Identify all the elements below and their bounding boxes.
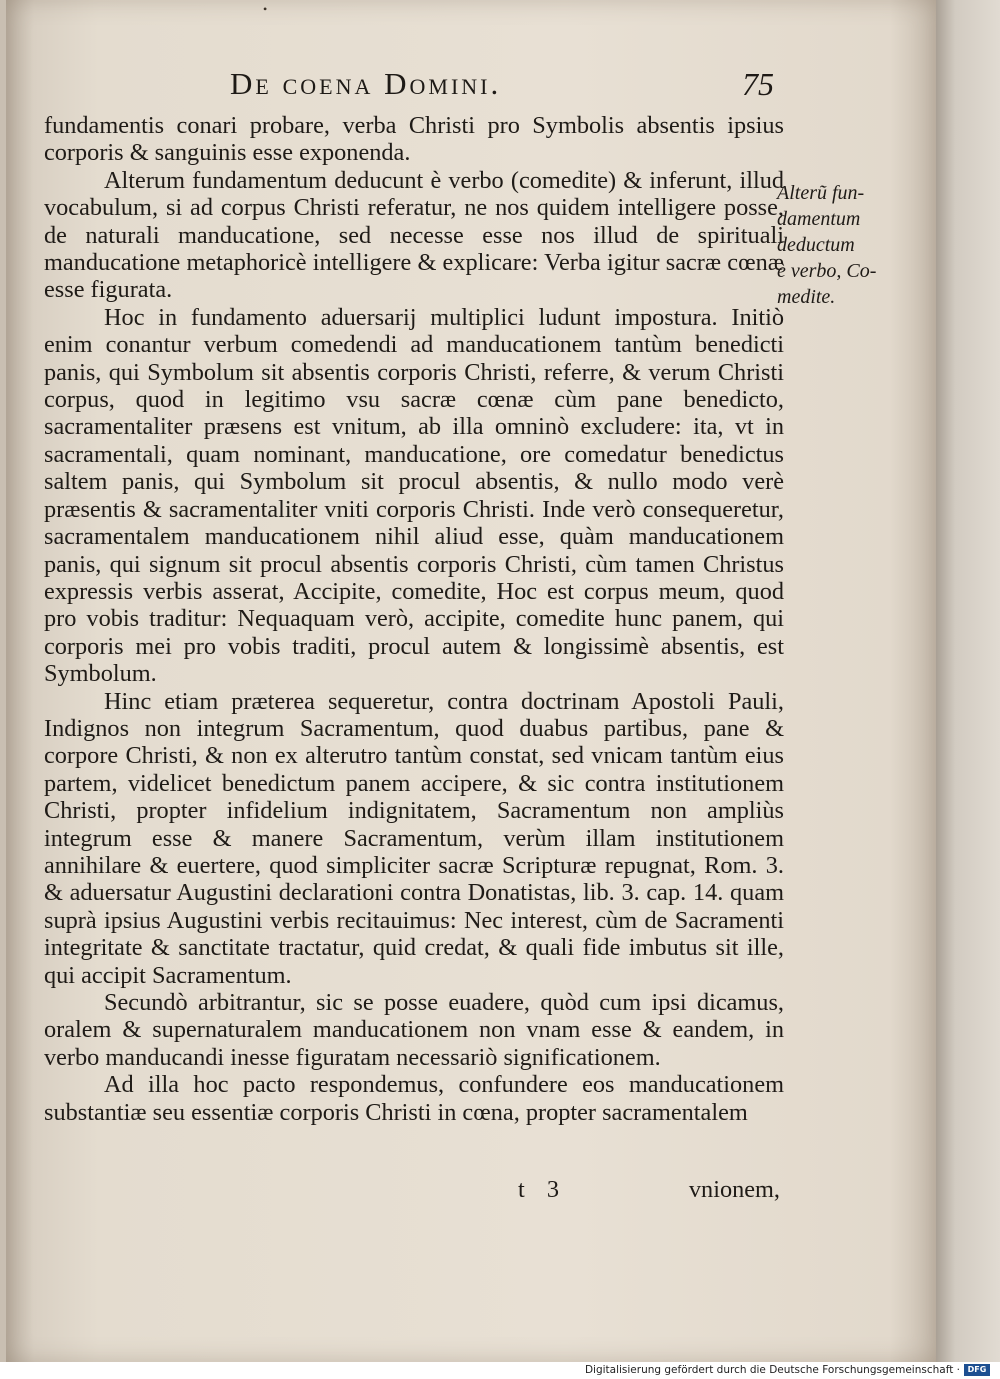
footer bbox=[0, 1362, 1000, 1379]
page-edge bbox=[936, 0, 1000, 1362]
paragraph: fundamentis conari probare, verba Christi pro Symbolis absentis ipsius corporis & sanguinis esse exponenda. bbox=[44, 112, 784, 167]
paragraph: Hinc etiam præterea sequeretur, contra doctrinam Apostoli Pauli, Indignos non integrum Sacramentum, quod duabus partibus, pane & corpore Christi, & non ex alterutro tantùm constat, sed vnicam tantùm eius partem, videlicet benedictum panem accipere, & sic contra institutionem Christi, propter infidelium indignitatem, Sacramentum non ampliùs integrum esse & manere Sacramentum, verùm illam institutionem annihilare & euertere, quod simpliciter sacræ Scripturæ repugnat, Rom. 3. & aduersatur Augustini declarationi contra Donatistas, lib. 3. cap. 14. quam suprà ipsius Augustini verbis recitauimus: Nec interest, cùm de Sacramenti integritate & sanctitate tractatur, quid credat, & quali fide imbutus sit ille, qui accipit Sacramentum. bbox=[44, 687, 784, 989]
catchline bbox=[44, 1176, 784, 1206]
marginal-note-line: medite. bbox=[777, 286, 836, 308]
marginal-note-line: damentum bbox=[777, 208, 861, 230]
signature-mark: t 3 bbox=[518, 1176, 567, 1203]
page-number: 75 bbox=[742, 66, 774, 102]
paragraph: Alterum fundamentum deducunt è verbo (comedite) & inferunt, illud vocabulum, si ad corpus Christi referatur, ne nos quidem intelligere posse, de naturali manducatione, sed necesse esse nos illud de spirituali manducatione metaphoricè intelligere & explicare: Verba igitur sacræ cœnæ esse figurata. bbox=[44, 166, 784, 304]
dfg-logo: DFG bbox=[964, 1364, 990, 1376]
paragraph: Hoc in fundamento aduersarij multiplici ludunt impostura. Initiò enim conantur verbum comedendi ad manducationem tantùm benedicti panis, qui Symbolum sit absentis corporis Christi, referre, & verum Christi corpus, quod in legitimo vsu sacræ cœnæ cùm pane benedicto, sacramentaliter præsens est vnitum, ab illa omninò excludere: ita, vt in sacramentali, quam nominant, manducatione, ore comedatur benedictus saltem panis, qui Symbolum sit procul absentis, & nullo modo verè præsentis & sacramentaliter vniti corporis Christi. Inde verò consequeretur, sacramentalem manducationem nihil aliud esse, quàm manducationem panis, qui signum sit procul absentis corporis Christi, cùm tamen Christus expressis verbis asserat, Accipite, comedite, Hoc est corpus meum, quod pro vobis traditur: Nequaquam verò, accipite, comedite hunc panem, qui corporis mei pro vobis traditi, procul autem & longissimè absentis, est Symbolum. bbox=[44, 303, 784, 688]
paragraph: Secundò arbitrantur, sic se posse euadere, quòd cum ipsi dicamus, oralem & supernaturalem manducationem non vnam esse & eandem, in verbo manducandi inesse figuratam necessariò significationem. bbox=[44, 989, 784, 1071]
marginal-note-line: è verbo, Co- bbox=[777, 260, 877, 282]
marginal-note-line: deductum bbox=[777, 234, 855, 256]
body-text bbox=[44, 112, 784, 1126]
running-head: De coena Domini. bbox=[230, 66, 502, 101]
catchword: vnionem, bbox=[688, 1176, 780, 1203]
paragraph: Ad illa hoc pacto respondemus, confundere eos manducationem substantiæ seu essentiæ corporis Christi in cœna, propter sacramentalem bbox=[44, 1071, 784, 1126]
marginal-note-line: Alterũ fun- bbox=[777, 182, 865, 204]
marginal-note bbox=[777, 180, 887, 310]
top-mark: • bbox=[263, 2, 268, 16]
funding-credit: Digitalisierung gefördert durch die Deutsche Forschungsgemeinschaft · bbox=[584, 1364, 960, 1376]
